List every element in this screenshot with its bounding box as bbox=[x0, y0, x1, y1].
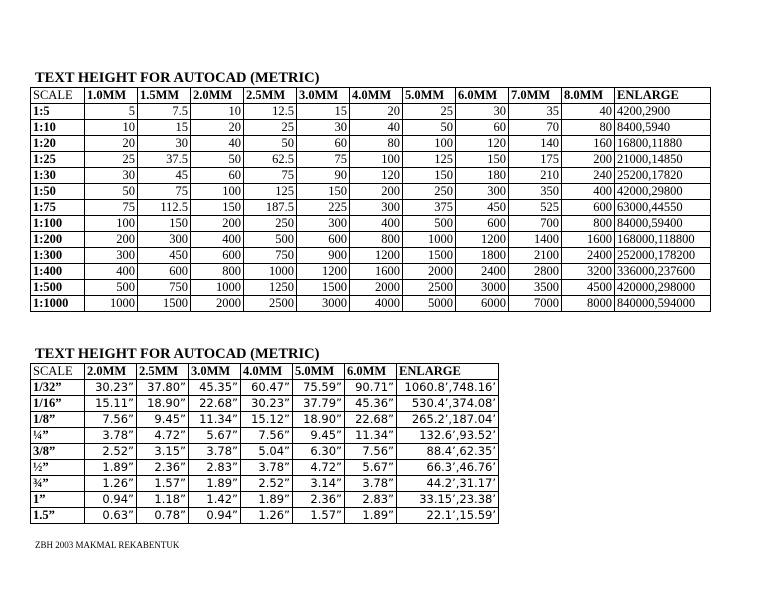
table-cell: 840000,594000 bbox=[615, 296, 711, 312]
table-cell: 15.11” bbox=[85, 396, 137, 412]
scale-cell: ½” bbox=[31, 460, 85, 476]
table-cell: 300 bbox=[456, 184, 509, 200]
table-cell: 75 bbox=[138, 184, 191, 200]
table-cell: 175 bbox=[509, 152, 562, 168]
table-cell: 30 bbox=[297, 120, 350, 136]
table-cell: 1200 bbox=[456, 232, 509, 248]
table-cell: 37.5 bbox=[138, 152, 191, 168]
table-cell: 10 bbox=[85, 120, 138, 136]
table-cell: 375 bbox=[403, 200, 456, 216]
table-cell: 6000 bbox=[456, 296, 509, 312]
scale-cell: 1:30 bbox=[31, 168, 85, 184]
table-cell: 45 bbox=[138, 168, 191, 184]
table-cell: 525 bbox=[509, 200, 562, 216]
table-cell: 1600 bbox=[562, 232, 615, 248]
table-cell: 265.2’,187.04’ bbox=[397, 412, 499, 428]
table-cell: 336000,237600 bbox=[615, 264, 711, 280]
table-cell: 1000 bbox=[85, 296, 138, 312]
table1-title: TEXT HEIGHT FOR AUTOCAD (METRIC) bbox=[35, 70, 320, 86]
table-cell: 500 bbox=[85, 280, 138, 296]
table-cell: 45.36” bbox=[345, 396, 397, 412]
column-header: 3.0MM bbox=[189, 364, 241, 380]
table-cell: 37.79” bbox=[293, 396, 345, 412]
table-cell: 9.45” bbox=[137, 412, 189, 428]
table-cell: 1500 bbox=[138, 296, 191, 312]
table-cell: 2.83” bbox=[345, 492, 397, 508]
table-cell: 600 bbox=[562, 200, 615, 216]
table-cell: 400 bbox=[85, 264, 138, 280]
table-cell: 5 bbox=[85, 104, 138, 120]
table-cell: 1500 bbox=[297, 280, 350, 296]
table-cell: 0.78” bbox=[137, 508, 189, 524]
scale-cell: 1:500 bbox=[31, 280, 85, 296]
table-cell: 1000 bbox=[403, 232, 456, 248]
table-row bbox=[31, 460, 499, 476]
table-cell: 252000,178200 bbox=[615, 248, 711, 264]
scale-cell: 1:400 bbox=[31, 264, 85, 280]
table-cell: 15 bbox=[297, 104, 350, 120]
table-cell: 100 bbox=[403, 136, 456, 152]
table-cell: 3500 bbox=[509, 280, 562, 296]
table-cell: 7.5 bbox=[138, 104, 191, 120]
table-cell: 400 bbox=[350, 216, 403, 232]
scale-cell: 1:1000 bbox=[31, 296, 85, 312]
table-cell: 1.18” bbox=[137, 492, 189, 508]
column-header: 8.0MM bbox=[562, 88, 615, 104]
table-cell: 2400 bbox=[562, 248, 615, 264]
column-header: 1.0MM bbox=[85, 88, 138, 104]
table-cell: 1800 bbox=[456, 248, 509, 264]
table-cell: 2000 bbox=[403, 264, 456, 280]
scale-cell: 1:20 bbox=[31, 136, 85, 152]
table-cell: 35 bbox=[509, 104, 562, 120]
table-row bbox=[31, 508, 499, 524]
table-cell: 20 bbox=[350, 104, 403, 120]
table-cell: 2000 bbox=[350, 280, 403, 296]
scale-cell: 1:50 bbox=[31, 184, 85, 200]
table-cell: 420000,298000 bbox=[615, 280, 711, 296]
table-cell: 1.26” bbox=[241, 508, 293, 524]
table-cell: 2.83” bbox=[189, 460, 241, 476]
table-cell: 150 bbox=[403, 168, 456, 184]
table-cell: 0.63” bbox=[85, 508, 137, 524]
table-cell: 88.4’,62.35’ bbox=[397, 444, 499, 460]
table-cell: 1.89” bbox=[345, 508, 397, 524]
scale-cell: 1” bbox=[31, 492, 85, 508]
table-cell: 300 bbox=[297, 216, 350, 232]
table-cell: 2.36” bbox=[293, 492, 345, 508]
table-row bbox=[31, 200, 711, 216]
table-cell: 15 bbox=[138, 120, 191, 136]
table-cell: 150 bbox=[191, 200, 244, 216]
table-cell: 140 bbox=[509, 136, 562, 152]
column-header: 7.0MM bbox=[509, 88, 562, 104]
table-cell: 25 bbox=[403, 104, 456, 120]
table-cell: 50 bbox=[85, 184, 138, 200]
table-cell: 132.6’,93.52’ bbox=[397, 428, 499, 444]
table-cell: 21000,14850 bbox=[615, 152, 711, 168]
table-cell: 500 bbox=[244, 232, 297, 248]
table-row bbox=[31, 492, 499, 508]
table-row bbox=[31, 248, 711, 264]
table-cell: 30.23” bbox=[241, 396, 293, 412]
table-cell: 750 bbox=[244, 248, 297, 264]
table-cell: 2100 bbox=[509, 248, 562, 264]
table-cell: 4000 bbox=[350, 296, 403, 312]
table-cell: 100 bbox=[85, 216, 138, 232]
table-cell: 800 bbox=[562, 216, 615, 232]
table-cell: 20 bbox=[85, 136, 138, 152]
table-cell: 7.56” bbox=[241, 428, 293, 444]
table-cell: 3.14” bbox=[293, 476, 345, 492]
table-cell: 400 bbox=[562, 184, 615, 200]
table-row bbox=[31, 396, 499, 412]
table-row bbox=[31, 152, 711, 168]
table-row bbox=[31, 380, 499, 396]
table-cell: 600 bbox=[456, 216, 509, 232]
table-cell: 1.26” bbox=[85, 476, 137, 492]
column-header: 5.0MM bbox=[403, 88, 456, 104]
table-cell: 60 bbox=[456, 120, 509, 136]
table-cell: 40 bbox=[191, 136, 244, 152]
table-cell: 200 bbox=[350, 184, 403, 200]
table-cell: 40 bbox=[350, 120, 403, 136]
column-header: 2.0MM bbox=[191, 88, 244, 104]
imperial-text-height-table bbox=[30, 363, 499, 524]
table-row bbox=[31, 412, 499, 428]
table-row bbox=[31, 184, 711, 200]
table-cell: 25 bbox=[85, 152, 138, 168]
column-header: SCALE bbox=[31, 364, 85, 380]
table-cell: 22.1’,15.59’ bbox=[397, 508, 499, 524]
table-cell: 3.78” bbox=[189, 444, 241, 460]
table-cell: 5.67” bbox=[345, 460, 397, 476]
table-cell: 8000 bbox=[562, 296, 615, 312]
table-cell: 22.68” bbox=[189, 396, 241, 412]
table-cell: 75.59” bbox=[293, 380, 345, 396]
table-cell: 1500 bbox=[403, 248, 456, 264]
table-cell: 225 bbox=[297, 200, 350, 216]
column-header: 6.0MM bbox=[345, 364, 397, 380]
table-cell: 500 bbox=[403, 216, 456, 232]
table-cell: 300 bbox=[350, 200, 403, 216]
table-cell: 800 bbox=[350, 232, 403, 248]
table-cell: 42000,29800 bbox=[615, 184, 711, 200]
table-cell: 1.42” bbox=[189, 492, 241, 508]
table-cell: 90.71” bbox=[345, 380, 397, 396]
column-header: 4.0MM bbox=[241, 364, 293, 380]
scale-cell: 1/32” bbox=[31, 380, 85, 396]
table-cell: 600 bbox=[191, 248, 244, 264]
table-cell: 3000 bbox=[456, 280, 509, 296]
scale-cell: 1:25 bbox=[31, 152, 85, 168]
table-cell: 350 bbox=[509, 184, 562, 200]
table-row bbox=[31, 104, 711, 120]
table-cell: 160 bbox=[562, 136, 615, 152]
table-cell: 2400 bbox=[456, 264, 509, 280]
table-cell: 50 bbox=[191, 152, 244, 168]
table-cell: 1.57” bbox=[137, 476, 189, 492]
table-cell: 2500 bbox=[244, 296, 297, 312]
table-cell: 5.67” bbox=[189, 428, 241, 444]
table-row bbox=[31, 136, 711, 152]
table-row bbox=[31, 264, 711, 280]
table-row bbox=[31, 168, 711, 184]
table2-title: TEXT HEIGHT FOR AUTOCAD (METRIC) bbox=[35, 346, 320, 362]
table-cell: 5000 bbox=[403, 296, 456, 312]
table-cell: 180 bbox=[456, 168, 509, 184]
table-cell: 1600 bbox=[350, 264, 403, 280]
footer-credit: ZBH 2003 MAKMAL REKABENTUK bbox=[35, 540, 180, 550]
table-cell: 60.47” bbox=[241, 380, 293, 396]
table-cell: 200 bbox=[562, 152, 615, 168]
table-row bbox=[31, 444, 499, 460]
table-cell: 150 bbox=[456, 152, 509, 168]
table-cell: 1250 bbox=[244, 280, 297, 296]
scale-cell: 1:75 bbox=[31, 200, 85, 216]
table-cell: 3.78” bbox=[345, 476, 397, 492]
table-cell: 3.15” bbox=[137, 444, 189, 460]
table-cell: 22.68” bbox=[345, 412, 397, 428]
table-cell: 6.30” bbox=[293, 444, 345, 460]
table-cell: 10 bbox=[191, 104, 244, 120]
table-cell: 600 bbox=[297, 232, 350, 248]
table-cell: 40 bbox=[562, 104, 615, 120]
table-cell: 1.89” bbox=[189, 476, 241, 492]
scale-cell: 1:5 bbox=[31, 104, 85, 120]
scale-cell: 1:100 bbox=[31, 216, 85, 232]
table-row bbox=[31, 216, 711, 232]
table-cell: 300 bbox=[138, 232, 191, 248]
table-cell: 700 bbox=[509, 216, 562, 232]
scale-cell: 3/8” bbox=[31, 444, 85, 460]
column-header: 1.5MM bbox=[138, 88, 191, 104]
table-cell: 120 bbox=[350, 168, 403, 184]
column-header: 5.0MM bbox=[293, 364, 345, 380]
table-cell: 66.3’,46.76’ bbox=[397, 460, 499, 476]
table-cell: 100 bbox=[191, 184, 244, 200]
metric-text-height-table bbox=[30, 87, 711, 312]
scale-cell: 1/16” bbox=[31, 396, 85, 412]
table-cell: 75 bbox=[297, 152, 350, 168]
table-cell: 18.90” bbox=[293, 412, 345, 428]
table-cell: 750 bbox=[138, 280, 191, 296]
table-cell: 75 bbox=[85, 200, 138, 216]
table-cell: 2500 bbox=[403, 280, 456, 296]
table-cell: 1060.8’,748.16’ bbox=[397, 380, 499, 396]
column-header: 6.0MM bbox=[456, 88, 509, 104]
table-cell: 7000 bbox=[509, 296, 562, 312]
table-cell: 30.23” bbox=[85, 380, 137, 396]
table-cell: 9.45” bbox=[293, 428, 345, 444]
column-header: SCALE bbox=[31, 88, 85, 104]
table-cell: 25 bbox=[244, 120, 297, 136]
table-cell: 4.72” bbox=[137, 428, 189, 444]
table-cell: 1000 bbox=[191, 280, 244, 296]
table-cell: 200 bbox=[191, 216, 244, 232]
table-row bbox=[31, 476, 499, 492]
table-cell: 84000,59400 bbox=[615, 216, 711, 232]
table-cell: 1.89” bbox=[85, 460, 137, 476]
table-row bbox=[31, 296, 711, 312]
table-cell: 100 bbox=[350, 152, 403, 168]
table-cell: 60 bbox=[297, 136, 350, 152]
table-cell: 600 bbox=[138, 264, 191, 280]
table-cell: 18.90” bbox=[137, 396, 189, 412]
scale-cell: ¾” bbox=[31, 476, 85, 492]
table-cell: 30 bbox=[456, 104, 509, 120]
table-cell: 400 bbox=[191, 232, 244, 248]
table-cell: 8400,5940 bbox=[615, 120, 711, 136]
table-cell: 15.12” bbox=[241, 412, 293, 428]
table-cell: 150 bbox=[138, 216, 191, 232]
table-cell: 4.72” bbox=[293, 460, 345, 476]
table-header-row bbox=[31, 364, 499, 380]
table-row bbox=[31, 280, 711, 296]
scale-cell: 1:200 bbox=[31, 232, 85, 248]
table-cell: 1200 bbox=[297, 264, 350, 280]
scale-cell: ¼” bbox=[31, 428, 85, 444]
table-cell: 800 bbox=[191, 264, 244, 280]
table-cell: 25200,17820 bbox=[615, 168, 711, 184]
table-cell: 80 bbox=[350, 136, 403, 152]
column-header: 2.5MM bbox=[244, 88, 297, 104]
table-cell: 120 bbox=[456, 136, 509, 152]
table-cell: 250 bbox=[244, 216, 297, 232]
table-cell: 70 bbox=[509, 120, 562, 136]
table-cell: 0.94” bbox=[189, 508, 241, 524]
table-cell: 50 bbox=[403, 120, 456, 136]
table-cell: 90 bbox=[297, 168, 350, 184]
table-cell: 125 bbox=[244, 184, 297, 200]
table-cell: 80 bbox=[562, 120, 615, 136]
table-cell: 1400 bbox=[509, 232, 562, 248]
table-cell: 44.2’,31.17’ bbox=[397, 476, 499, 492]
table-row bbox=[31, 232, 711, 248]
table-cell: 0.94” bbox=[85, 492, 137, 508]
table-cell: 4200,2900 bbox=[615, 104, 711, 120]
table-cell: 125 bbox=[403, 152, 456, 168]
table-cell: 37.80” bbox=[137, 380, 189, 396]
table-cell: 2.36” bbox=[137, 460, 189, 476]
table-cell: 900 bbox=[297, 248, 350, 264]
table-cell: 20 bbox=[191, 120, 244, 136]
table-cell: 150 bbox=[297, 184, 350, 200]
column-header: ENLARGE bbox=[397, 364, 499, 380]
column-header: 2.5MM bbox=[137, 364, 189, 380]
table-cell: 250 bbox=[403, 184, 456, 200]
table-cell: 200 bbox=[85, 232, 138, 248]
table-cell: 1000 bbox=[244, 264, 297, 280]
table-cell: 300 bbox=[85, 248, 138, 264]
table-cell: 1200 bbox=[350, 248, 403, 264]
table-cell: 63000,44550 bbox=[615, 200, 711, 216]
table-cell: 187.5 bbox=[244, 200, 297, 216]
table-cell: 60 bbox=[191, 168, 244, 184]
table-cell: 1.57” bbox=[293, 508, 345, 524]
table-header-row bbox=[31, 88, 711, 104]
column-header: 4.0MM bbox=[350, 88, 403, 104]
scale-cell: 1.5” bbox=[31, 508, 85, 524]
table-cell: 450 bbox=[456, 200, 509, 216]
scale-cell: 1:10 bbox=[31, 120, 85, 136]
scale-cell: 1/8” bbox=[31, 412, 85, 428]
table-cell: 7.56” bbox=[85, 412, 137, 428]
table-cell: 7.56” bbox=[345, 444, 397, 460]
table-cell: 2800 bbox=[509, 264, 562, 280]
table-cell: 4500 bbox=[562, 280, 615, 296]
table-cell: 30 bbox=[138, 136, 191, 152]
table-cell: 1.89” bbox=[241, 492, 293, 508]
table-cell: 30 bbox=[85, 168, 138, 184]
table-cell: 450 bbox=[138, 248, 191, 264]
table-cell: 3.78” bbox=[85, 428, 137, 444]
table-cell: 168000,118800 bbox=[615, 232, 711, 248]
table-cell: 62.5 bbox=[244, 152, 297, 168]
scale-cell: 1:300 bbox=[31, 248, 85, 264]
table-cell: 2000 bbox=[191, 296, 244, 312]
table-cell: 530.4’,374.08’ bbox=[397, 396, 499, 412]
table-cell: 11.34” bbox=[189, 412, 241, 428]
column-header: 2.0MM bbox=[85, 364, 137, 380]
table-cell: 112.5 bbox=[138, 200, 191, 216]
table-cell: 2.52” bbox=[241, 476, 293, 492]
table-cell: 3200 bbox=[562, 264, 615, 280]
table-row bbox=[31, 120, 711, 136]
table-cell: 50 bbox=[244, 136, 297, 152]
table-cell: 5.04” bbox=[241, 444, 293, 460]
table-cell: 11.34” bbox=[345, 428, 397, 444]
table-cell: 3.78” bbox=[241, 460, 293, 476]
column-header: 3.0MM bbox=[297, 88, 350, 104]
column-header: ENLARGE bbox=[615, 88, 711, 104]
table-cell: 3000 bbox=[297, 296, 350, 312]
table-cell: 240 bbox=[562, 168, 615, 184]
table-cell: 33.15’,23.38’ bbox=[397, 492, 499, 508]
table-cell: 75 bbox=[244, 168, 297, 184]
table-cell: 12.5 bbox=[244, 104, 297, 120]
table-cell: 2.52” bbox=[85, 444, 137, 460]
table-row bbox=[31, 428, 499, 444]
table-cell: 45.35” bbox=[189, 380, 241, 396]
table-cell: 16800,11880 bbox=[615, 136, 711, 152]
table-cell: 210 bbox=[509, 168, 562, 184]
